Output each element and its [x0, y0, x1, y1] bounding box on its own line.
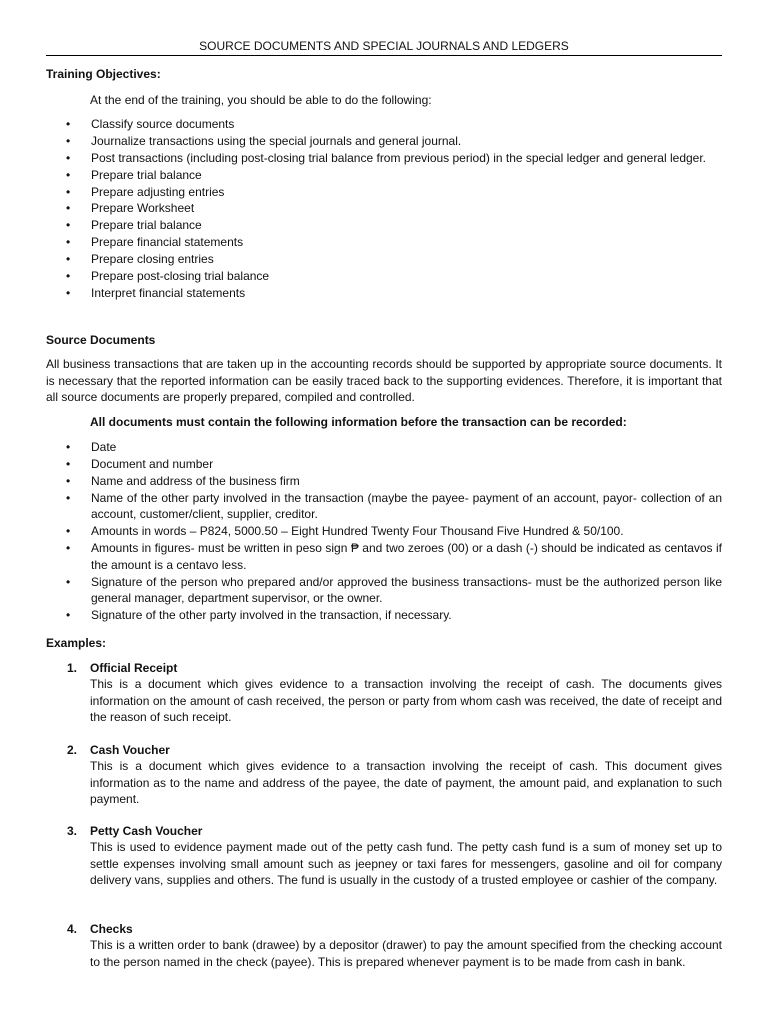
training-objectives-intro: At the end of the training, you should be able to do the following:: [90, 93, 432, 107]
training-objectives-heading: Training Objectives:: [46, 67, 161, 81]
list-item: • Name and address of the business firm: [66, 473, 300, 488]
example-number: 3.: [67, 824, 78, 838]
example-title-petty-cash-voucher: Petty Cash Voucher: [90, 824, 203, 838]
list-item: • Interpret financial statements: [66, 285, 246, 300]
list-item: • Prepare closing entries: [66, 252, 214, 267]
list-item: • Journalize transactions using the special journals and general journal.: [66, 133, 462, 148]
list-item: • Amounts in words – P824, 5000.50 – Eight Hundred Twenty Four Thousand Five Hundred & 50/100.: [66, 524, 624, 539]
list-item: • Signature of the other party involved in the transaction, if necessary.: [66, 608, 452, 623]
training-objectives-list: [46, 116, 722, 302]
list-item: • Date: [66, 440, 117, 454]
list-item: • Prepare post-closing trial balance: [66, 269, 270, 284]
requirements-list: [46, 439, 722, 624]
example-number: 2.: [67, 743, 78, 757]
list-item: • Prepare trial balance: [66, 167, 202, 182]
list-item: • Classify source documents: [66, 117, 235, 131]
example-title-official-receipt: Official Receipt: [90, 661, 178, 675]
list-item: • Prepare adjusting entries: [66, 184, 225, 199]
requirements-heading: All documents must contain the following information before the transaction can be recorded:: [90, 415, 627, 429]
list-item: • Post transactions (including post-closing trial balance from previous period) in the special ledger and general ledger.: [66, 150, 707, 165]
example-title-checks: Checks: [90, 922, 133, 936]
example-number: 4.: [67, 922, 78, 936]
source-documents-heading: Source Documents: [46, 333, 156, 347]
examples-heading: Examples:: [46, 636, 107, 650]
example-body-official-receipt: This is a document which gives evidence to a transaction involving the receipt of cash. The documents gives information on the amount of cash received, the person or party from whom cash was received, the date of receipt and the reason of such receipt.: [90, 677, 722, 724]
list-item: • Name of the other party involved in the transaction (maybe the payee- payment of an account, payor- collection of an account, customer/client, supplier, creditor.: [66, 490, 722, 522]
list-item: • Prepare financial statements: [66, 235, 244, 250]
list-item: • Prepare trial balance: [66, 218, 202, 233]
list-item: • Prepare Worksheet: [66, 201, 195, 216]
list-item: • Amounts in figures- must be written in peso sign ₱ and two zeroes (00) or a dash (-) should be indicated as centavos if the amount is a centavo less.: [66, 541, 722, 572]
source-documents-paragraph: All business transactions that are taken up in the accounting records should be supported by appropriate source documents. It is necessary that the reported information can be easily traced back to the supporting evidences. Therefore, it is important that all source documents are properly prepared, compiled and controlled.: [46, 357, 722, 404]
example-body-petty-cash-voucher: This is used to evidence payment made out of the petty cash fund. The petty cash fund is a sum of money set up to settle expenses involving small amount such as jeepney or taxi fares for messengers, gasoline and oil for company delivery vans, supplies and others. The fund is usually in the custody of a trusted employee or cashier of the company.: [90, 840, 722, 887]
list-item: • Document and number: [66, 456, 214, 471]
list-item: • Signature of the person who prepared and/or approved the business transactions- must be the authorized person like general manager, department supervisor, or the owner.: [66, 574, 722, 606]
example-title-cash-voucher: Cash Voucher: [90, 743, 170, 757]
page-title: SOURCE DOCUMENTS AND SPECIAL JOURNALS AND LEDGERS: [46, 38, 722, 56]
example-body-checks: This is a written order to bank (drawee) by a depositor (drawer) to pay the amount specified from the checking account to the person named in the check (payee). This is prepared whenever payment is to be made from cash in bank.: [90, 938, 722, 969]
example-body-cash-voucher: This is a document which gives evidence to a transaction involving the receipt of cash. This document gives information as to the name and address of the payee, the date of payment, the amount paid, and explanation to such payment.: [90, 759, 722, 806]
example-number: 1.: [67, 661, 78, 675]
